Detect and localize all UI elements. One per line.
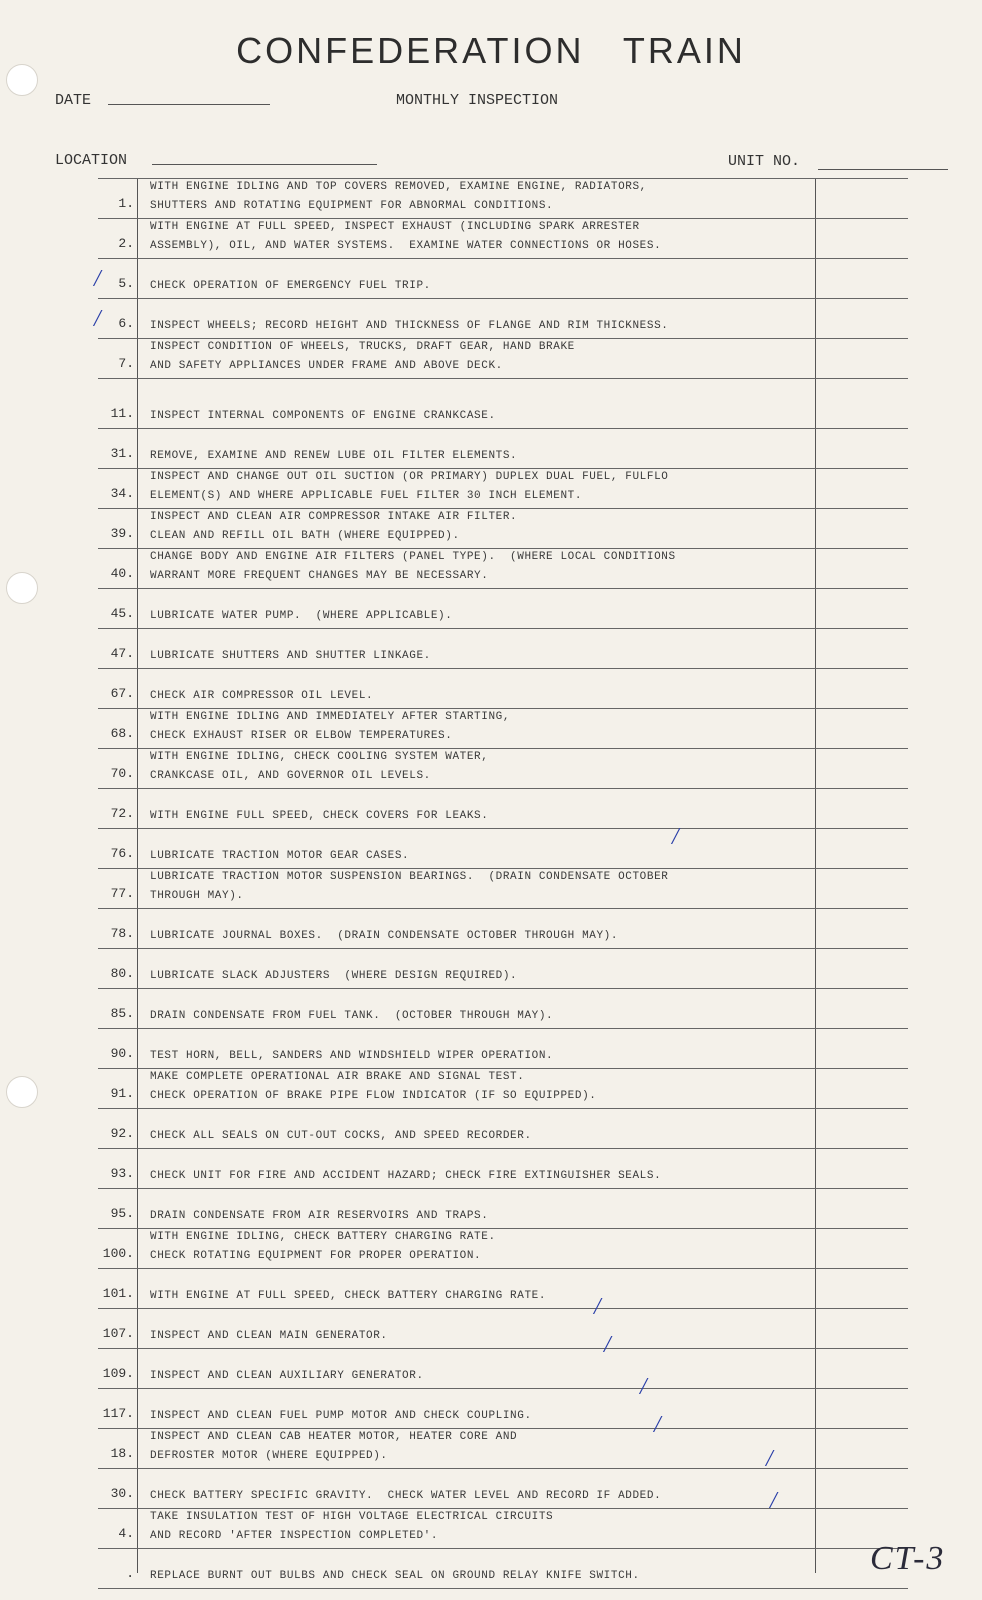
item-number: .	[126, 1566, 134, 1581]
location-field[interactable]	[152, 164, 377, 165]
checklist-row	[98, 1309, 908, 1349]
checklist-row	[98, 1429, 908, 1469]
item-number: 95.	[110, 1206, 134, 1221]
item-text-line: WARRANT MORE FREQUENT CHANGES MAY BE NECESSARY.	[150, 570, 489, 582]
item-text-line: INSPECT AND CLEAN AIR COMPRESSOR INTAKE AIR FILTER.	[150, 511, 518, 523]
item-number: 2.	[118, 236, 134, 251]
item-text-line: AND RECORD 'AFTER INSPECTION COMPLETED'.	[150, 1530, 439, 1542]
item-number: 117.	[102, 1406, 134, 1421]
checklist-row	[98, 339, 908, 379]
checklist-row	[98, 299, 908, 339]
form-code: CT-3	[870, 1540, 946, 1577]
item-number: 107.	[102, 1326, 134, 1341]
punch-hole-middle	[6, 572, 38, 604]
checklist-row	[98, 709, 908, 749]
item-text-line: CHECK BATTERY SPECIFIC GRAVITY. CHECK WATER LEVEL AND RECORD IF ADDED.	[150, 1490, 662, 1502]
item-number: 6.	[118, 316, 134, 331]
item-text-line: REPLACE BURNT OUT BULBS AND CHECK SEAL ON GROUND RELAY KNIFE SWITCH.	[150, 1570, 640, 1582]
item-number: 80.	[110, 966, 134, 981]
item-text-line: LUBRICATE WATER PUMP. (WHERE APPLICABLE).	[150, 610, 453, 622]
check-mark: /	[654, 1412, 661, 1438]
item-text-line: THROUGH MAY).	[150, 890, 244, 902]
item-text-line: WITH ENGINE FULL SPEED, CHECK COVERS FOR LEAKS.	[150, 810, 489, 822]
item-text-line: AND SAFETY APPLIANCES UNDER FRAME AND ABOVE DECK.	[150, 360, 503, 372]
checklist-row	[98, 1029, 908, 1069]
checklist-row	[98, 1109, 908, 1149]
item-number: 92.	[110, 1126, 134, 1141]
checklist-row	[98, 379, 908, 429]
item-text-line: CHECK UNIT FOR FIRE AND ACCIDENT HAZARD; CHECK FIRE EXTINGUISHER SEALS.	[150, 1170, 662, 1182]
item-number: 91.	[110, 1086, 134, 1101]
item-number: 45.	[110, 606, 134, 621]
item-text-line: LUBRICATE SHUTTERS AND SHUTTER LINKAGE.	[150, 650, 431, 662]
checklist-row	[98, 949, 908, 989]
checklist-row	[98, 749, 908, 789]
item-text-line: WITH ENGINE IDLING, CHECK COOLING SYSTEM WATER,	[150, 751, 489, 763]
item-number: 72.	[110, 806, 134, 821]
item-text-line: WITH ENGINE IDLING AND IMMEDIATELY AFTER STARTING,	[150, 711, 511, 723]
checklist-row	[98, 429, 908, 469]
checklist-row	[98, 1269, 908, 1309]
item-text-line: ASSEMBLY), OIL, AND WATER SYSTEMS. EXAMINE WATER CONNECTIONS OR HOSES.	[150, 240, 662, 252]
checklist-row	[98, 1189, 908, 1229]
checklist-row	[98, 1229, 908, 1269]
checklist-row	[98, 1549, 908, 1589]
checklist-row	[98, 549, 908, 589]
check-mark: /	[94, 266, 101, 292]
item-text-line: INSPECT AND CHANGE OUT OIL SUCTION (OR PRIMARY) DUPLEX DUAL FUEL, FULFLO	[150, 471, 669, 483]
check-mark: /	[94, 306, 101, 332]
checklist-row	[98, 1389, 908, 1429]
check-mark: /	[672, 824, 679, 850]
item-text-line: CRANKCASE OIL, AND GOVERNOR OIL LEVELS.	[150, 770, 431, 782]
item-text-line: CHECK ROTATING EQUIPMENT FOR PROPER OPERATION.	[150, 1250, 482, 1262]
item-text-line: WITH ENGINE AT FULL SPEED, INSPECT EXHAUST (INCLUDING SPARK ARRESTER	[150, 221, 640, 233]
item-text-line: LUBRICATE JOURNAL BOXES. (DRAIN CONDENSATE OCTOBER THROUGH MAY).	[150, 930, 619, 942]
item-number: 7.	[118, 356, 134, 371]
item-number: 100.	[102, 1246, 134, 1261]
unit-number-field[interactable]	[818, 169, 948, 170]
item-number: 68.	[110, 726, 134, 741]
form-name: MONTHLY INSPECTION	[396, 92, 559, 109]
item-text-line: CHECK ALL SEALS ON CUT-OUT COCKS, AND SPEED RECORDER.	[150, 1130, 532, 1142]
checklist-row	[98, 909, 908, 949]
item-number: 31.	[110, 446, 134, 461]
location-label: LOCATION	[55, 152, 128, 169]
item-text-line: TEST HORN, BELL, SANDERS AND WINDSHIELD WIPER OPERATION.	[150, 1050, 554, 1062]
checklist-row	[98, 1469, 908, 1509]
item-number: 5.	[118, 276, 134, 291]
item-number: 11.	[110, 406, 134, 421]
item-number: 85.	[110, 1006, 134, 1021]
item-text-line: INSPECT AND CLEAN CAB HEATER MOTOR, HEATER CORE AND	[150, 1431, 518, 1443]
checklist-row	[98, 989, 908, 1029]
punch-hole-bottom	[6, 1076, 38, 1108]
item-number: 1.	[118, 196, 134, 211]
checklist-row	[98, 1509, 908, 1549]
item-number: 70.	[110, 766, 134, 781]
item-text-line: LUBRICATE TRACTION MOTOR GEAR CASES.	[150, 850, 410, 862]
item-text-line: WITH ENGINE IDLING, CHECK BATTERY CHARGING RATE.	[150, 1231, 496, 1243]
checklist-row	[98, 629, 908, 669]
item-text-line: CHANGE BODY AND ENGINE AIR FILTERS (PANEL TYPE). (WHERE LOCAL CONDITIONS	[150, 551, 676, 563]
item-number: 30.	[110, 1486, 134, 1501]
checklist-row	[98, 259, 908, 299]
item-number: 67.	[110, 686, 134, 701]
item-text-line: LUBRICATE SLACK ADJUSTERS (WHERE DESIGN REQUIRED).	[150, 970, 518, 982]
checklist-row	[98, 869, 908, 909]
item-text-line: WITH ENGINE AT FULL SPEED, CHECK BATTERY CHARGING RATE.	[150, 1290, 547, 1302]
inspection-checklist	[98, 178, 908, 1589]
checklist-row	[98, 1069, 908, 1109]
checklist-row	[98, 509, 908, 549]
item-number: 18.	[110, 1446, 134, 1461]
item-text-line: ELEMENT(S) AND WHERE APPLICABLE FUEL FILTER 30 INCH ELEMENT.	[150, 490, 583, 502]
item-number: 101.	[102, 1286, 134, 1301]
check-mark: /	[604, 1332, 611, 1358]
check-mark: /	[640, 1374, 647, 1400]
item-text-line: CHECK OPERATION OF BRAKE PIPE FLOW INDICATOR (IF SO EQUIPPED).	[150, 1090, 597, 1102]
item-text-line: CLEAN AND REFILL OIL BATH (WHERE EQUIPPED).	[150, 530, 460, 542]
item-text-line: CHECK OPERATION OF EMERGENCY FUEL TRIP.	[150, 280, 431, 292]
checklist-row	[98, 789, 908, 829]
item-text-line: INSPECT WHEELS; RECORD HEIGHT AND THICKNESS OF FLANGE AND RIM THICKNESS.	[150, 320, 669, 332]
item-text-line: DRAIN CONDENSATE FROM AIR RESERVOIRS AND TRAPS.	[150, 1210, 489, 1222]
item-text-line: DEFROSTER MOTOR (WHERE EQUIPPED).	[150, 1450, 388, 1462]
item-text-line: CHECK AIR COMPRESSOR OIL LEVEL.	[150, 690, 374, 702]
item-number: 77.	[110, 886, 134, 901]
item-text-line: INSPECT INTERNAL COMPONENTS OF ENGINE CRANKCASE.	[150, 410, 496, 422]
item-text-line: DRAIN CONDENSATE FROM FUEL TANK. (OCTOBER THROUGH MAY).	[150, 1010, 554, 1022]
item-text-line: INSPECT AND CLEAN AUXILIARY GENERATOR.	[150, 1370, 424, 1382]
checklist-row	[98, 469, 908, 509]
item-number: 109.	[102, 1366, 134, 1381]
date-field[interactable]	[108, 104, 270, 105]
check-mark: /	[766, 1446, 773, 1472]
item-number: 40.	[110, 566, 134, 581]
item-number: 90.	[110, 1046, 134, 1061]
check-mark: /	[770, 1488, 777, 1514]
item-number: 4.	[118, 1526, 134, 1541]
item-text-line: TAKE INSULATION TEST OF HIGH VOLTAGE ELECTRICAL CIRCUITS	[150, 1511, 554, 1523]
item-number: 78.	[110, 926, 134, 941]
form-title: CONFEDERATION TRAIN	[236, 30, 746, 71]
item-text-line: SHUTTERS AND ROTATING EQUIPMENT FOR ABNORMAL CONDITIONS.	[150, 200, 554, 212]
item-text-line: INSPECT AND CLEAN FUEL PUMP MOTOR AND CHECK COUPLING.	[150, 1410, 532, 1422]
checklist-row	[98, 1149, 908, 1189]
item-text-line: CHECK EXHAUST RISER OR ELBOW TEMPERATURES.	[150, 730, 453, 742]
checklist-row	[98, 589, 908, 629]
item-number: 93.	[110, 1166, 134, 1181]
checklist-row	[98, 178, 908, 219]
check-mark: /	[594, 1294, 601, 1320]
date-label: DATE	[55, 92, 92, 109]
item-number: 34.	[110, 486, 134, 501]
item-text-line: MAKE COMPLETE OPERATIONAL AIR BRAKE AND SIGNAL TEST.	[150, 1071, 525, 1083]
unit-number-label: UNIT NO.	[728, 153, 801, 170]
item-number: 39.	[110, 526, 134, 541]
item-number: 76.	[110, 846, 134, 861]
checklist-row	[98, 1349, 908, 1389]
item-number: 47.	[110, 646, 134, 661]
checklist-row	[98, 219, 908, 259]
item-text-line: WITH ENGINE IDLING AND TOP COVERS REMOVED, EXAMINE ENGINE, RADIATORS,	[150, 181, 647, 193]
checklist-row	[98, 829, 908, 869]
checklist-row	[98, 669, 908, 709]
item-text-line: INSPECT CONDITION OF WHEELS, TRUCKS, DRAFT GEAR, HAND BRAKE	[150, 341, 575, 353]
item-text-line: INSPECT AND CLEAN MAIN GENERATOR.	[150, 1330, 388, 1342]
item-text-line: LUBRICATE TRACTION MOTOR SUSPENSION BEARINGS. (DRAIN CONDENSATE OCTOBER	[150, 871, 669, 883]
item-text-line: REMOVE, EXAMINE AND RENEW LUBE OIL FILTER ELEMENTS.	[150, 450, 518, 462]
